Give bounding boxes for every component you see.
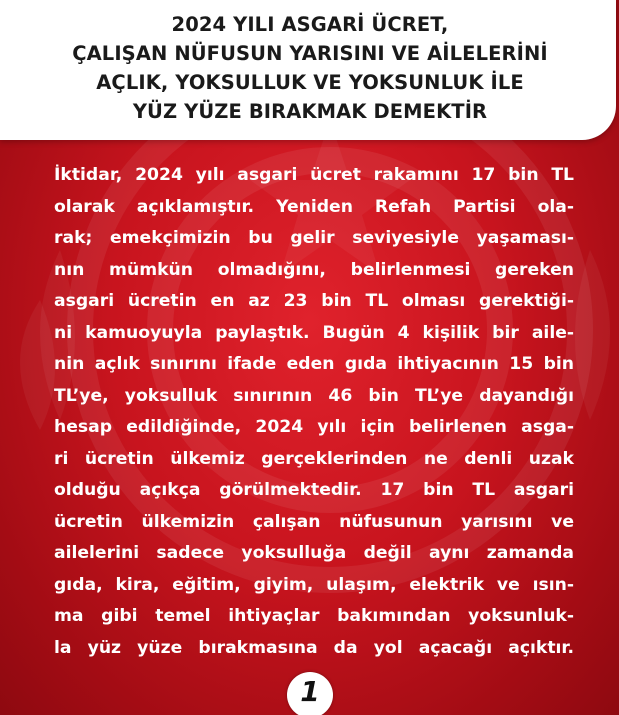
body-line: hesap edildiğinde, 2024 yılı için belirlenen asga- bbox=[54, 417, 574, 437]
body-line: ni kamuoyuyla paylaştık. Bugün 4 kişilik bir aile- bbox=[54, 322, 574, 343]
body-line: TL’ye, yoksulluk sınırının 46 bin TL’ye dayandığı bbox=[54, 385, 574, 406]
headline-line: YÜZ YÜZE BIRAKMAK DEMEKTİR bbox=[132, 100, 488, 123]
body-line: ailelerini sadece yoksulluğa değil aynı zamanda bbox=[54, 543, 574, 563]
headline-line: 2024 YILI ASGARİ ÜCRET, bbox=[171, 13, 449, 36]
body-line: la yüz yüze bırakmasına da yol açacağı açıktır. bbox=[54, 637, 574, 658]
body-line: ücretin ülkemizin çalışan nüfusunun yarısını ve bbox=[54, 511, 574, 532]
body-line: rak; emekçimizin bu gelir seviyesiyle yaşaması- bbox=[54, 228, 574, 248]
headline-line: ÇALIŞAN NÜFUSUN YARISINI VE AİLELERİNİ bbox=[72, 42, 548, 65]
body-line: olarak açıklamıştır. Yeniden Refah Partisi ola- bbox=[54, 196, 574, 217]
headline-line: AÇLIK, YOKSULLUK VE YOKSUNLUK İLE bbox=[96, 71, 524, 94]
headline bbox=[30, 10, 590, 126]
body-line: nın mümkün olmadığını, belirlenmesi gereken bbox=[54, 259, 574, 280]
body-line: İktidar, 2024 yılı asgari ücret rakamını 17 bin TL bbox=[54, 165, 574, 185]
body-line: olduğu açıkça görülmektedir. 17 bin TL asgari bbox=[54, 480, 574, 500]
body-line: ma gibi temel ihtiyaçlar bakımından yoksunluk- bbox=[54, 606, 574, 626]
body-line: ri ücretin ülkemiz gerçeklerinden ne denli uzak bbox=[54, 448, 574, 469]
body-paragraph bbox=[54, 160, 574, 664]
page-number-badge: 1 bbox=[287, 672, 333, 715]
header-card bbox=[0, 0, 616, 140]
body-line: gıda, kira, eğitim, giyim, ulaşım, elektrik ve ısın- bbox=[54, 574, 574, 595]
body-line: nin açlık sınırını ifade eden gıda ihtiyacının 15 bin bbox=[54, 354, 574, 374]
body-line: asgari ücretin en az 23 bin TL olması gerektiği- bbox=[54, 291, 574, 311]
